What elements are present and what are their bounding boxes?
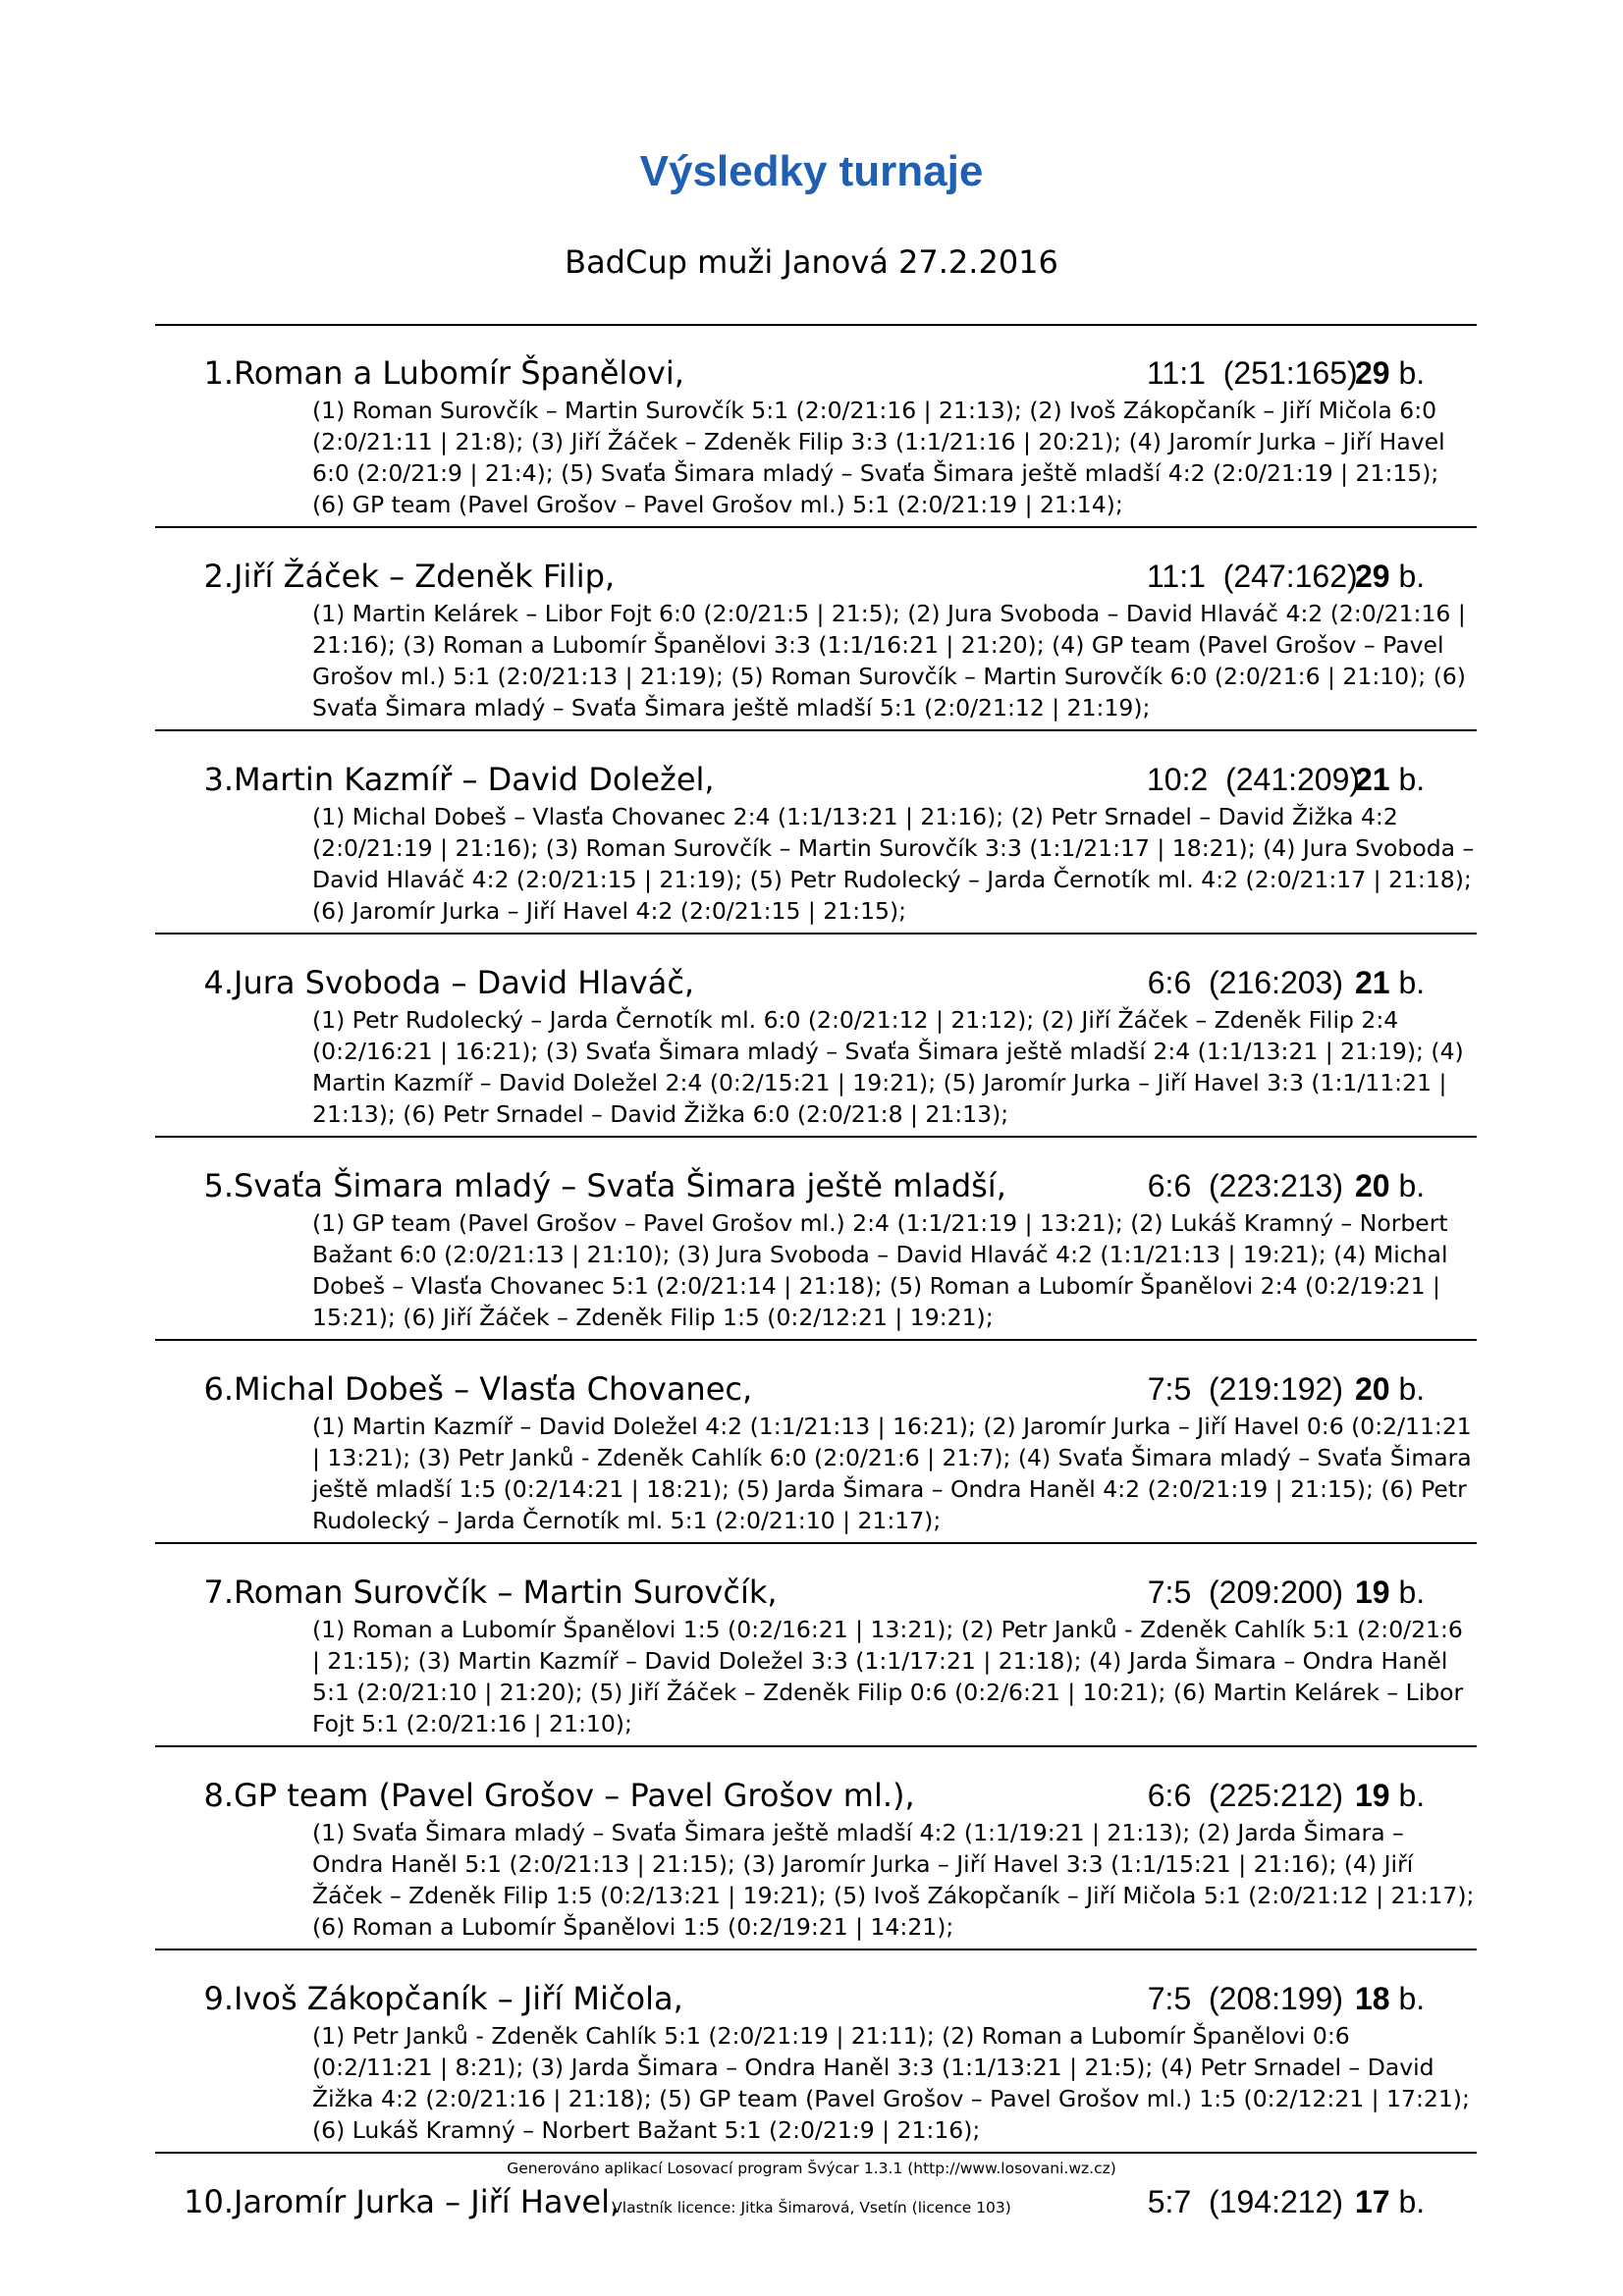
match-details: (1) Martin Kazmíř – David Doležel 4:2 (1:1/21:13 | 16:21); (2) Jaromír Jurka – Jiří Havel 0:6 (0:2/11:21 | 13:21); (3) Petr Janků - Zdeněk Cahlík 6:0 (2:0/21:6 | 21:7); (4) Svaťa Šimara mladý – Svaťa Šimara ještě mladší 1:5 (0:2/14:21 | 18:21); (5) Jarda Šimara – Ondra Haněl 4:2 (2:0/21:19 | 21:15); (6) Petr Rudolecký – Jarda Černotík ml. 5:1 (2:0/21:10 | 21:17); — [312, 1413, 1472, 1534]
points-value: 20 — [1355, 1371, 1390, 1407]
points-value: 17 — [1355, 2184, 1390, 2219]
match-details: (1) Michal Dobeš – Vlasťa Chovanec 2:4 (1:1/13:21 | 21:16); (2) Petr Srnadel – David Žižka 4:2 (2:0/21:19 | 21:16); (3) Roman Surovčík – Martin Surovčík 3:3 (1:1/21:17 | 18:21); (4) Jura Svoboda – David Hlaváč 4:2 (2:0/21:15 | 21:19); (5) Petr Rudolecký – Jarda Černotík ml. 4:2 (2:0/21:17 | 21:18); (6) Jaromír Jurka – Jiří Havel 4:2 (2:0/21:15 | 21:15); — [312, 803, 1475, 925]
result-entry — [155, 555, 1477, 731]
result-rank: 7. — [203, 1574, 234, 1611]
points-ratio: (209:200) — [1209, 1575, 1343, 1610]
match-record: 7:5 — [1147, 1371, 1192, 1407]
points-value: 20 — [1355, 1168, 1390, 1203]
result-rank: 5. — [203, 1167, 234, 1204]
result-entry — [155, 1571, 1477, 1747]
points-unit: b. — [1398, 1981, 1426, 2016]
match-record: 10:2 — [1147, 762, 1209, 797]
result-rank: 3. — [203, 761, 234, 798]
points-ratio: (251:165) — [1222, 355, 1358, 391]
points-unit: b. — [1398, 1778, 1426, 1813]
match-record: 7:5 — [1147, 1575, 1192, 1610]
team-name: Jaromír Jurka – Jiří Havel, — [234, 2183, 621, 2220]
result-entry — [155, 758, 1477, 934]
team-name: Jura Svoboda – David Hlaváč, — [234, 964, 695, 1001]
result-header — [155, 1571, 1477, 1614]
results-list — [155, 351, 1477, 2252]
match-record: 6:6 — [1147, 1778, 1192, 1813]
score-summary — [1147, 555, 1358, 598]
points-value: 19 — [1355, 1575, 1390, 1610]
tournament-subtitle: BadCup muži Janová 27.2.2016 — [565, 243, 1058, 281]
result-header — [155, 555, 1477, 598]
points-unit: b. — [1398, 965, 1426, 1000]
points-ratio: (241:209) — [1225, 762, 1361, 797]
match-record: 7:5 — [1147, 1981, 1192, 2016]
result-header — [155, 1164, 1477, 1207]
result-entry — [155, 1164, 1477, 1341]
result-rank: 4. — [203, 964, 234, 1001]
match-record: 6:6 — [1147, 965, 1192, 1000]
score-summary — [1147, 758, 1361, 801]
points-ratio: (223:213) — [1209, 1168, 1343, 1203]
points-ratio: (208:199) — [1209, 1981, 1343, 2016]
match-record: 6:6 — [1147, 1168, 1192, 1203]
result-header — [155, 1367, 1477, 1411]
footer-generated: Generováno aplikací Losovací program Švýcar 1.3.1 (http://www.losovani.wz.cz) — [507, 2160, 1116, 2177]
points-ratio: (225:212) — [1209, 1778, 1343, 1813]
score-summary — [1147, 1977, 1343, 2020]
total-points — [1355, 555, 1425, 598]
total-points — [1355, 1571, 1425, 1614]
result-entry — [155, 1774, 1477, 1950]
points-unit: b. — [1398, 1168, 1426, 1203]
match-record: 11:1 — [1147, 355, 1206, 391]
result-rank: 10. — [184, 2183, 234, 2220]
total-points — [1355, 1977, 1425, 2020]
team-name: Roman a Lubomír Španělovi, — [234, 354, 684, 392]
points-unit: b. — [1398, 762, 1426, 797]
points-value: 29 — [1355, 355, 1390, 391]
score-summary — [1147, 1774, 1343, 1817]
result-entry — [155, 961, 1477, 1138]
match-details: (1) Petr Rudolecký – Jarda Černotík ml. 6:0 (2:0/21:12 | 21:12); (2) Jiří Žáček – Zdeněk Filip 2:4 (0:2/16:21 | 16:21); (3) Svaťa Šimara mladý – Svaťa Šimara ještě mladší 2:4 (1:1/13:21 | 21:19); (4) Martin Kazmíř – David Doležel 2:4 (0:2/15:21 | 19:21); (5) Jaromír Jurka – Jiří Havel 3:3 (1:1/11:21 | 21:13); (6) Petr Srnadel – David Žižka 6:0 (2:0/21:8 | 21:13); — [312, 1006, 1464, 1128]
result-header — [155, 961, 1477, 1004]
total-points — [1355, 1774, 1425, 1817]
footer-license: Vlastník licence: Jitka Šimarová, Vsetín (licence 103) — [612, 2199, 1011, 2216]
top-divider — [155, 324, 1477, 326]
result-rank: 2. — [203, 558, 234, 595]
result-rank: 6. — [203, 1370, 234, 1408]
points-value: 18 — [1355, 1981, 1390, 2016]
result-rank: 9. — [203, 1980, 234, 2017]
points-unit: b. — [1398, 1371, 1426, 1407]
score-summary — [1147, 1367, 1343, 1411]
result-entry — [155, 1367, 1477, 1544]
match-record: 11:1 — [1147, 559, 1206, 594]
match-details: (1) Petr Janků - Zdeněk Cahlík 5:1 (2:0/21:19 | 21:11); (2) Roman a Lubomír Španělovi 0:6 (0:2/11:21 | 8:21); (3) Jarda Šimara – Ondra Haněl 3:3 (1:1/13:21 | 21:5); (4) Petr Srnadel – David Žižka 4:2 (2:0/21:16 | 21:18); (5) GP team (Pavel Grošov – Pavel Grošov ml.) 1:5 (0:2/12:21 | 17:21); (6) Lukáš Kramný – Norbert Bažant 5:1 (2:0/21:9 | 21:16); — [312, 2022, 1470, 2144]
points-unit: b. — [1398, 2184, 1426, 2219]
total-points — [1355, 1164, 1425, 1207]
result-header — [155, 351, 1477, 395]
total-points — [1355, 351, 1425, 395]
score-summary — [1147, 351, 1358, 395]
total-points — [1355, 1367, 1425, 1411]
points-unit: b. — [1398, 1575, 1426, 1610]
team-name: Roman Surovčík – Martin Surovčík, — [234, 1574, 778, 1611]
result-header — [155, 1977, 1477, 2020]
team-name: Svaťa Šimara mladý – Svaťa Šimara ještě mladší, — [234, 1167, 1006, 1204]
team-name: GP team (Pavel Grošov – Pavel Grošov ml.), — [234, 1777, 915, 1814]
page-title: Výsledky turnaje — [639, 147, 984, 195]
points-value: 19 — [1355, 1778, 1390, 1813]
points-ratio: (247:162) — [1222, 559, 1358, 594]
result-entry — [155, 351, 1477, 528]
team-name: Jiří Žáček – Zdeněk Filip, — [234, 558, 616, 595]
total-points — [1355, 961, 1425, 1004]
total-points — [1355, 758, 1425, 801]
points-value: 21 — [1355, 762, 1390, 797]
points-ratio: (194:212) — [1209, 2184, 1343, 2219]
points-value: 21 — [1355, 965, 1390, 1000]
points-value: 29 — [1355, 559, 1390, 594]
score-summary — [1147, 1571, 1343, 1614]
match-details: (1) Roman a Lubomír Španělovi 1:5 (0:2/16:21 | 13:21); (2) Petr Janků - Zdeněk Cahlík 5:1 (2:0/21:6 | 21:15); (3) Martin Kazmíř – David Doležel 3:3 (1:1/17:21 | 21:18); (4) Jarda Šimara – Ondra Haněl 5:1 (2:0/21:10 | 21:20); (5) Jiří Žáček – Zdeněk Filip 0:6 (0:2/6:21 | 10:21); (6) Martin Kelárek – Libor Fojt 5:1 (2:0/21:16 | 21:10); — [312, 1616, 1464, 1737]
match-details: (1) Svaťa Šimara mladý – Svaťa Šimara ještě mladší 4:2 (1:1/19:21 | 21:13); (2) Jarda Šimara – Ondra Haněl 5:1 (2:0/21:13 | 21:15); (3) Jaromír Jurka – Jiří Havel 3:3 (1:1/15:21 | 21:16); (4) Jiří Žáček – Zdeněk Filip 1:5 (0:2/13:21 | 19:21); (5) Ivoš Zákopčaník – Jiří Mičola 5:1 (2:0/21:12 | 21:17); (6) Roman a Lubomír Španělovi 1:5 (0:2/19:21 | 14:21); — [312, 1819, 1475, 1941]
team-name: Martin Kazmíř – David Doležel, — [234, 761, 715, 798]
points-ratio: (219:192) — [1209, 1371, 1343, 1407]
result-rank: 1. — [203, 354, 234, 392]
result-header — [155, 1774, 1477, 1817]
match-details: (1) GP team (Pavel Grošov – Pavel Grošov ml.) 2:4 (1:1/21:19 | 13:21); (2) Lukáš Kramný – Norbert Bažant 6:0 (2:0/21:13 | 21:10); (3) Jura Svoboda – David Hlaváč 4:2 (1:1/21:13 | 19:21); (4) Michal Dobeš – Vlasťa Chovanec 5:1 (2:0/21:14 | 21:18); (5) Roman a Lubomír Španělovi 2:4 (0:2/19:21 | 15:21); (6) Jiří Žáček – Zdeněk Filip 1:5 (0:2/12:21 | 19:21); — [312, 1209, 1448, 1331]
points-ratio: (216:203) — [1209, 965, 1343, 1000]
result-rank: 8. — [203, 1777, 234, 1814]
match-details: (1) Martin Kelárek – Libor Fojt 6:0 (2:0/21:5 | 21:5); (2) Jura Svoboda – David Hlaváč 4:2 (2:0/21:16 | 21:16); (3) Roman a Lubomír Španělovi 3:3 (1:1/16:21 | 21:20); (4) GP team (Pavel Grošov – Pavel Grošov ml.) 5:1 (2:0/21:13 | 21:19); (5) Roman Surovčík – Martin Surovčík 6:0 (2:0/21:6 | 21:10); (6) Svaťa Šimara mladý – Svaťa Šimara ještě mladší 5:1 (2:0/21:12 | 21:19); — [312, 600, 1466, 721]
team-name: Michal Dobeš – Vlasťa Chovanec, — [234, 1370, 753, 1408]
result-header — [155, 758, 1477, 801]
team-name: Ivoš Zákopčaník – Jiří Mičola, — [234, 1980, 683, 2017]
points-unit: b. — [1398, 559, 1426, 594]
match-record: 5:7 — [1147, 2184, 1192, 2219]
result-entry — [155, 1977, 1477, 2154]
score-summary — [1147, 1164, 1343, 1207]
score-summary — [1147, 961, 1343, 1004]
points-unit: b. — [1398, 355, 1426, 391]
match-details: (1) Roman Surovčík – Martin Surovčík 5:1 (2:0/21:16 | 21:13); (2) Ivoš Zákopčaník – Jiří Mičola 6:0 (2:0/21:11 | 21:8); (3) Jiří Žáček – Zdeněk Filip 3:3 (1:1/21:16 | 20:21); (4) Jaromír Jurka – Jiří Havel 6:0 (2:0/21:9 | 21:4); (5) Svaťa Šimara mladý – Svaťa Šimara ještě mladší 4:2 (2:0/21:19 | 21:15); (6) GP team (Pavel Grošov – Pavel Grošov ml.) 5:1 (2:0/21:19 | 21:14); — [312, 397, 1445, 518]
